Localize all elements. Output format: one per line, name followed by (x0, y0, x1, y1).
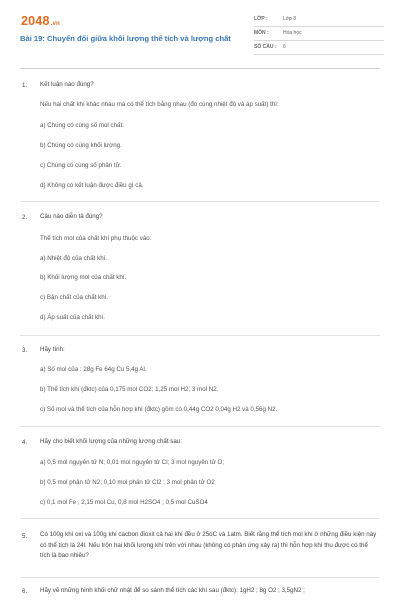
question-separator (20, 577, 380, 578)
question-line: c) Số mol và thể tích của hỗn hợp khí (đktc) gồm có 0,44g CO2 0,04g H2 và 0,56g N2. (40, 406, 278, 413)
meta-label: LỚP : (254, 16, 268, 22)
question-line: a) 0,5 mol nguyên tử N; 0,01 mol nguyên tử Cl; 3 mol nguyên tử O; (40, 459, 225, 466)
answer-option: c) Chúng có cùng số phân tử. (40, 162, 122, 169)
answer-option: b) Khối lượng mol của chất khí. (40, 274, 127, 281)
answer-option: d) Không có kết luận được điều gì cả. (40, 182, 144, 189)
question-text: Có 100g khí oxi và 100g khí cacbon đioxit cả hai khí đều ở 25oC và 1atm. Biết rằng thể tích mol khí ở những điều kiện này có thể tích là 24l. Nếu trộn hai khối lượng khí trên với nhau (không có phản ứng xảy ra) thì hỗn hợp khí thu được có thể tích là bao nhiêu? (40, 531, 377, 559)
document-title: Bài 19: Chuyển đổi giữa khối lượng thể tích và lượng chất (20, 34, 231, 43)
question-number: 3. (22, 347, 28, 354)
logo-suffix: .vn (50, 21, 60, 27)
question-separator (20, 201, 380, 202)
question-line: Thể tích mol của chất khí phụ thuộc vào: (40, 235, 152, 242)
meta-label: MÔN : (254, 30, 269, 36)
question-number: 4. (22, 439, 28, 446)
question-separator (20, 518, 380, 519)
question-number: 1. (22, 82, 28, 89)
question-line: Nếu hai chất khí khác nhau mà có thể tích bằng nhau (đo cùng nhiệt độ và áp suất) thì: (40, 101, 279, 108)
answer-option: d) Áp suất của chất khí. (40, 314, 106, 321)
meta-table (254, 13, 384, 55)
question-number: 5. (22, 533, 28, 540)
answer-option: a) Chúng có cùng số mol chất. (40, 122, 124, 129)
header-divider (20, 68, 380, 69)
question-line: b) Thể tích khí (đktc) của 0,175 mol CO2; 1,25 mol H2; 3 mol N2. (40, 386, 219, 393)
question-number: 2. (22, 214, 28, 221)
question-number: 6. (22, 588, 28, 595)
meta-label: SỐ CÂU : (254, 44, 277, 50)
site-logo[interactable] (21, 14, 60, 28)
question-text: Hãy tính: (40, 346, 65, 353)
question-text: Câu nào diễn tả đúng? (40, 213, 103, 220)
question-line: a) Số mol của : 28g Fe 64g Cu 5,4g Al. (40, 366, 147, 373)
question-text: Kết luận nào đúng? (40, 81, 94, 88)
question-line: c) 0,1 mol Fe ; 2,15 mol Cu, 0,8 mol H2SO4 ; 0,5 mol CuSO4 (40, 499, 208, 506)
question-line: b) 0,5 mol phân tử N2; 0,10 mol phân tử Cl2 ; 3 mol phân tử O2 (40, 479, 215, 486)
meta-value: Hóa học (283, 30, 302, 36)
meta-row-count (254, 41, 384, 55)
answer-option: a) Nhiệt độ của chất khí. (40, 255, 108, 262)
answer-option: c) Bản chất của chất khí. (40, 294, 109, 301)
meta-value: 6 (283, 44, 286, 50)
page-header (0, 0, 400, 68)
meta-value: Lớp 8 (283, 16, 297, 22)
logo-text: 2048 (21, 14, 50, 28)
question-separator (20, 426, 380, 427)
question-separator (20, 335, 380, 336)
question-text: Hãy vẽ những hình khối chữ nhật để so sánh thể tích các khí sau (đktc): 1gH2 ; 8g O2 ; 3,5gN2 ; (40, 587, 305, 594)
meta-row-subject (254, 27, 384, 41)
question-text: Hãy cho biết khối lượng của những lượng chất sau: (40, 438, 182, 445)
meta-row-class (254, 13, 384, 27)
answer-option: b) Chúng có cùng khối lượng. (40, 142, 122, 149)
